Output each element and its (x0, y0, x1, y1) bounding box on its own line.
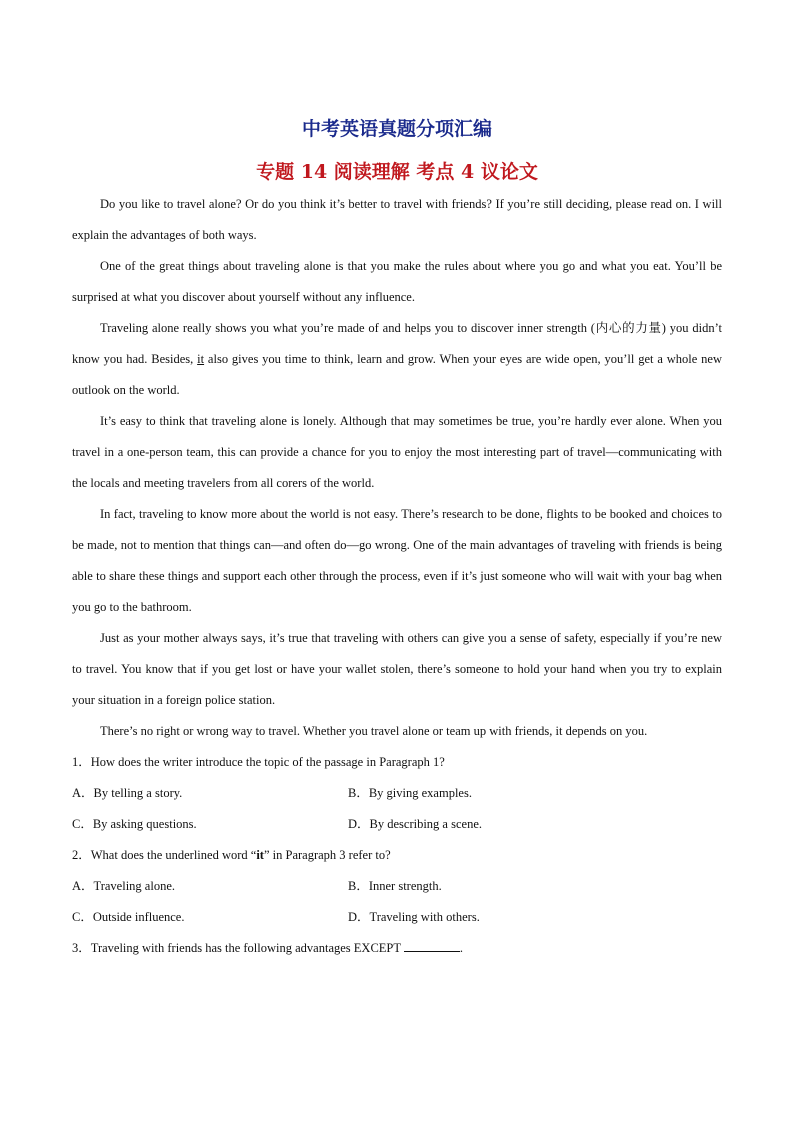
document-title: 中考英语真题分项汇编 (301, 118, 492, 140)
question-2-option-a: A．Traveling alone. (72, 879, 175, 893)
question-3-stem-part-b: . (459, 941, 464, 955)
answer-blank (404, 939, 460, 952)
question-3-stem-part-a: 3．Traveling with friends has the following advantages EXCEPT (72, 941, 404, 955)
paragraph-4: It’s easy to think that traveling alone is lonely. Although that may sometimes be true, you’re hardly ever alone. When you travel in a one-person team, this can provide a chance for you to enjoy the most interesting part of travel—communicating with the locals and meeting travelers from all corers of the world. (72, 414, 722, 490)
question-2-options-row-2 (72, 902, 722, 933)
question-2-option-d: D．Traveling with others. (348, 910, 480, 924)
underlined-word-it: it (197, 352, 205, 366)
question-1-option-b: B．By giving examples. (348, 786, 472, 800)
paragraph-5: In fact, traveling to know more about the world is not easy. There’s research to be done, flights to be booked and choices to be made, not to mention that things can—and often do—go wrong. One of the main advantages of traveling with friends is being able to share these things and support each other through the process, even if it’s just someone who will wait with your bag when you go to the bathroom. (72, 507, 722, 614)
paragraph-2: One of the great things about traveling alone is that you make the rules about where you go and what you eat. You’ll be surprised at what you discover about yourself without any influence. (72, 259, 722, 304)
document-subtitle: 专题 14 阅读理解 考点 4 议论文 (256, 161, 538, 183)
question-2-stem (72, 840, 722, 871)
paragraph-3-part-b: also gives you time to think, learn and grow. When your eyes are wide open, you’ll get a whole new outlook on the world. (72, 352, 722, 397)
paragraph-6: Just as your mother always says, it’s true that traveling with others can give you a sense of safety, especially if you’re new to travel. You know that if you get lost or have your wallet stolen, there’s someone to hold your hand when you try to explain your situation in a foreign police station. (72, 631, 722, 707)
question-2-options-row-1 (72, 871, 722, 902)
question-1-option-a: A．By telling a story. (72, 786, 183, 800)
question-2-stem-word: it (256, 848, 264, 862)
document-body (72, 189, 722, 964)
question-2-option-b: B．Inner strength. (348, 879, 442, 893)
question-1-stem: 1．How does the writer introduce the topic of the passage in Paragraph 1? (72, 755, 445, 769)
paragraph-1: Do you like to travel alone? Or do you think it’s better to travel with friends? If you’re still deciding, please read on. I will explain the advantages of both ways. (72, 197, 722, 242)
question-1-options-row-2 (72, 809, 722, 840)
question-1-options-row-1 (72, 778, 722, 809)
question-2-option-c: C．Outside influence. (72, 910, 185, 924)
paragraph-3 (72, 313, 722, 406)
paragraph-3-part-a: Traveling alone really shows you what you’re made of and helps you to discover inner strength (内心的力量) you didn’t know you had. Besides, (72, 321, 722, 366)
question-3-stem (72, 933, 722, 964)
question-1-option-d: D．By describing a scene. (348, 817, 482, 831)
paragraph-7: There’s no right or wrong way to travel. Whether you travel alone or team up with friends, it depends on you. (100, 724, 648, 738)
question-2-stem-part-a: 2．What does the underlined word “ (72, 848, 257, 862)
question-1-option-c: C．By asking questions. (72, 817, 197, 831)
question-2-stem-part-b: ” in Paragraph 3 refer to? (263, 848, 391, 862)
